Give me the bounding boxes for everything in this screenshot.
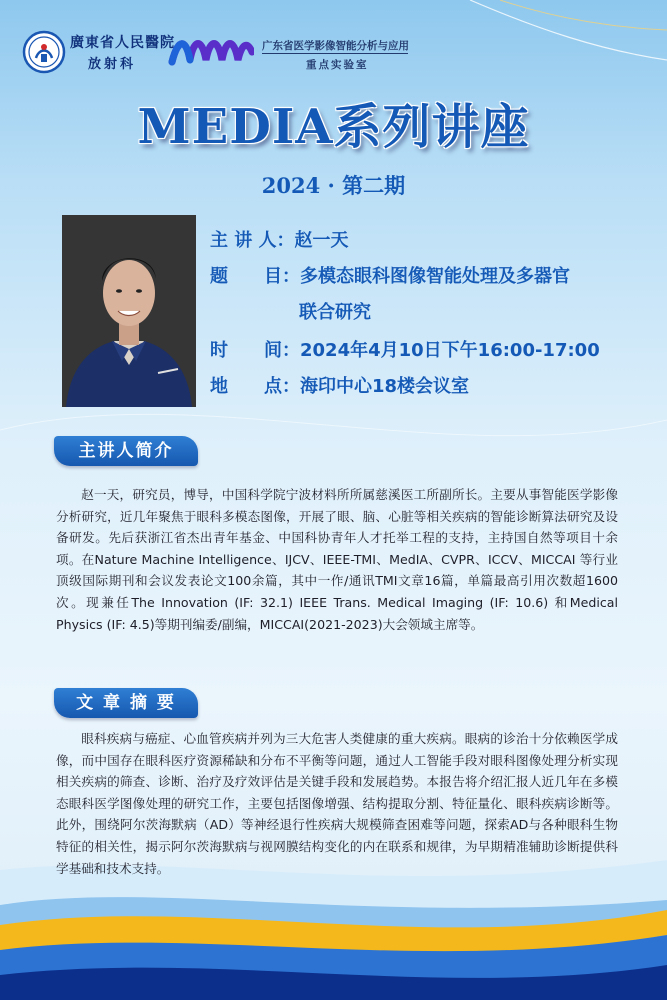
topic-label: 题 目： bbox=[210, 266, 300, 287]
time-label: 时 间： bbox=[210, 340, 300, 361]
abstract-paragraph: 眼科疾病与癌症、心血管疾病并列为三大危害人类健康的重大疾病。眼病的诊治十分依赖医学成像，而中国存在眼科医疗资源稀缺和分布不平衡等问题，通过人工智能手段对眼科图像处理分析实现相关疾病的筛查、诊断、治疗及疗效评估是关键手段和发展趋势。本报告将介绍汇报人近几年在多模态眼科医学图像处理的研究工作，主要包括图像增强、结构提取分割、特征量化、眼科疾病诊断等。此外，围绕阿尔茨海默病（AD）等神经退行性疾病大规模筛查困难等问题，探索AD与各种眼科生物特征的相关性，揭示阿尔茨海默病与视网膜结构变化的内在联系和规律，为早期精准辅助诊断提供科学基础和技术支持。 bbox=[56, 731, 618, 876]
place-label: 地 点： bbox=[210, 376, 300, 397]
speaker-label: 主 讲 人： bbox=[210, 230, 295, 251]
speaker-line bbox=[210, 226, 349, 252]
hospital-logo-icon bbox=[22, 30, 66, 74]
poster-title: MEDIA系列讲座 bbox=[137, 99, 530, 155]
time-line bbox=[210, 336, 600, 362]
lab-name-divider bbox=[262, 53, 408, 54]
lab-logo-icon bbox=[168, 30, 254, 70]
lab-name-line1: 广东省医学影像智能分析与应用 bbox=[262, 40, 409, 52]
hospital-department: 放射科 bbox=[88, 57, 137, 72]
speaker-name: 赵一天 bbox=[294, 230, 349, 251]
topic-line bbox=[210, 262, 570, 288]
bio-paragraph: 赵一天，研究员，博导，中国科学院宁波材料所所属慈溪医工所副所长。主要从事智能医学影像分析研究，近几年聚焦于眼科多模态图像，开展了眼、脑、心脏等相关疾病的智能诊断算法研究及设备研发。先后获浙江省杰出青年基金、中国科协青年人才托举工程的支持，主持国自然等项目十余项。在Nature Machine Intelligence、IJCV、IEEE-TMI、MedIA、CVPR、ICCV、MICCAI 等行业顶级国际期刊和会议发表论文100余篇，其中一作/通讯TMI文章16篇，单篇最高引用次数超1600次。现兼任The Innovation (IF: 32.1) IEEE Trans. Medical Imaging (IF: 10.6) 和Medical Physics (IF: 4.5)等期刊编委/副编，MICCAI(2021-2023)大会领域主席等。 bbox=[56, 487, 618, 632]
time-value: 2024年4月10日下午16:00-17:00 bbox=[300, 340, 600, 361]
speaker-photo bbox=[62, 215, 196, 407]
lab-name-line2: 重点实验室 bbox=[306, 59, 369, 71]
topic-text-line2: 联合研究 bbox=[299, 302, 371, 323]
place-value: 海印中心18楼会议室 bbox=[300, 376, 470, 397]
topic-text-line1: 多模态眼科图像智能处理及多器官 bbox=[300, 266, 570, 287]
issue-label: 2024 · 第二期 bbox=[261, 173, 406, 198]
bio-section-tag: 主讲人简介 bbox=[54, 436, 198, 466]
place-line bbox=[210, 372, 469, 398]
hospital-name: 廣東省人民醫院 bbox=[70, 35, 175, 51]
abstract-section-tag: 文 章 摘 要 bbox=[54, 688, 198, 718]
